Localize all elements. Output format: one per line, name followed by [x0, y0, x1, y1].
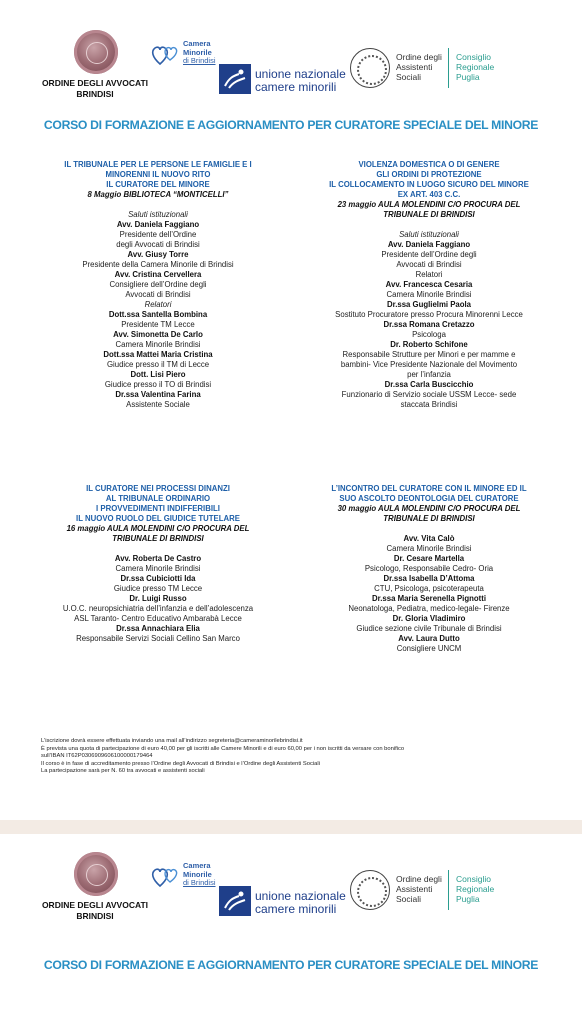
assistenti-sociali-logo-icon: [350, 870, 390, 910]
course-title: CORSO DI FORMAZIONE E AGGIORNAMENTO PER CURATORE SPECIALE DEL MINORE: [43, 958, 539, 972]
ordine-avvocati-seal-icon: [74, 30, 118, 74]
ordine-avvocati-logo-text: [30, 900, 160, 922]
logo-line: camere minorili: [255, 80, 337, 94]
speaker-name: Dr.ssa Carla Buscicchio: [384, 380, 474, 389]
speaker-name: Dr. Luigi Russo: [129, 594, 187, 603]
unione-nazionale-logo-icon: [219, 886, 251, 916]
speaker-name: Avv. Francesca Cesaria: [385, 280, 473, 289]
session-title-line: EX ART. 403 C.C.: [397, 190, 461, 199]
speaker-name: Dr.ssa Maria Serenella Pignotti: [372, 594, 486, 603]
session-date-venue: TRIBUNALE DI BRINDISI: [383, 210, 475, 219]
speaker-name: Avv. Cristina Cervellera: [114, 270, 202, 279]
logo-line: Puglia: [456, 72, 480, 82]
speaker-name: Dr.ssa Isabella D’Attoma: [383, 574, 475, 583]
speaker-role: Presidente TM Lecce: [121, 320, 195, 329]
speaker-role: Camera Minorile Brindisi: [115, 340, 201, 349]
session-title-line: AL TRIBUNALE ORDINARIO: [105, 494, 211, 503]
logo-line: Minorile: [183, 869, 212, 879]
registration-info: [41, 738, 561, 776]
session-title-line: L’INCONTRO DEL CURATORE CON IL MINORE ED IL: [331, 484, 527, 493]
session-title-line: IL TRIBUNALE PER LE PERSONE LE FAMIGLIE E I: [64, 160, 252, 169]
speaker-name: Dr. Gloria Vladimiro: [392, 614, 466, 623]
logo-header: [0, 822, 582, 932]
speaker-name: Dr.ssa Annachiara Elia: [116, 624, 200, 633]
spacer: [306, 220, 552, 230]
session-title-line: VIOLENZA DOMESTICA O DI GENERE: [358, 160, 500, 169]
speaker-name: Dott.ssa Santella Bombina: [108, 310, 208, 319]
assistenti-sociali-logo-text: [396, 874, 442, 904]
speaker-role: Psicologo, Responsabile Cedro- Oria: [364, 564, 494, 573]
ordine-avvocati-seal-icon: [74, 852, 118, 896]
logo-line: BRINDISI: [76, 89, 114, 99]
spacer: [304, 524, 554, 534]
logo-line: unione nazionale: [255, 889, 346, 903]
speaker-role: Responsabile Servizi Sociali Cellino San Marco: [76, 634, 240, 643]
logo-divider: [448, 870, 449, 910]
speaker-name: Dr.ssa Cubiciotti Ida: [120, 574, 196, 583]
session-title-line: I PROVVEDIMENTI INDIFFERIBILI: [96, 504, 220, 513]
speaker-role: Sostituto Procuratore presso Procura Minorenni Lecce: [335, 310, 523, 319]
logo-line: di Brindisi: [183, 878, 216, 887]
session-date-venue: 23 maggio AULA MOLENDINI C/O PROCURA DEL: [337, 200, 521, 209]
session-date-venue: 16 maggio AULA MOLENDINI C/O PROCURA DEL: [66, 524, 250, 533]
logo-line: Assistenti: [396, 62, 433, 72]
speaker-name: Avv. Simonetta De Carlo: [113, 330, 203, 339]
session-title-line: IL COLLOCAMENTO IN LUOGO SICURO DEL MINORE: [329, 180, 529, 189]
speaker-name: Avv. Daniela Faggiano: [387, 240, 471, 249]
speaker-role: Giudice sezione civile Tribunale di Brindisi: [356, 624, 502, 633]
speaker-name: Dr. Roberto Schifone: [390, 340, 468, 349]
section-label: Saluti istituzionali: [399, 230, 459, 239]
logo-line: camere minorili: [255, 902, 337, 916]
session-date-venue: TRIBUNALE DI BRINDISI: [112, 534, 204, 543]
speaker-name: Avv. Roberta De Castro: [114, 554, 202, 563]
speaker-role: Presidente della Camera Minorile di Brindisi: [82, 260, 234, 269]
unione-nazionale-logo-text: [255, 890, 346, 916]
logo-line: Assistenti: [396, 884, 433, 894]
speaker-role: Neonatologa, Pediatra, medico-legale- Firenze: [348, 604, 510, 613]
session-title-line: GLI ORDINI DI PROTEZIONE: [376, 170, 482, 179]
session-block: [40, 160, 276, 410]
speaker-role: ASL Taranto- Centro Educativo Ambarabà Lecce: [74, 614, 242, 623]
speaker-name: Avv. Laura Dutto: [398, 634, 460, 643]
info-line: sull’IBAN IT62P0306909606100000179464: [41, 753, 153, 760]
speaker-role: Relatori: [415, 270, 443, 279]
speaker-role: Camera Minorile Brindisi: [386, 290, 472, 299]
camera-minorile-hearts-icon: [150, 862, 182, 890]
ordine-avvocati-logo-text: [30, 78, 160, 100]
session-title-line: IL NUOVO RUOLO DEL GIUDICE TUTELARE: [76, 514, 240, 523]
speaker-role: Consigliere dell’Ordine degli: [109, 280, 207, 289]
unione-nazionale-logo-text: [255, 68, 346, 94]
logo-line: di Brindisi: [183, 56, 216, 65]
session-title-line: SUO ASCOLTO DEONTOLOGIA DEL CURATORE: [339, 494, 519, 503]
logo-line: Ordine degli: [396, 874, 442, 884]
session-date-venue: TRIBUNALE DI BRINDISI: [383, 514, 475, 523]
logo-divider: [448, 48, 449, 88]
camera-minorile-hearts-icon: [150, 40, 182, 68]
section-label: Saluti istituzionali: [128, 210, 188, 219]
course-title: CORSO DI FORMAZIONE E AGGIORNAMENTO PER CURATORE SPECIALE DEL MINORE: [43, 118, 539, 132]
unione-nazionale-logo-icon: [219, 64, 251, 94]
speaker-name: Dr.ssa Romana Cretazzo: [383, 320, 475, 329]
assistenti-sociali-logo-text: [396, 52, 442, 82]
speaker-role: bambini- Vice Presidente Nazionale del Movimento: [340, 360, 518, 369]
consiglio-regionale-logo-text: [456, 874, 494, 904]
speaker-role: Funzionario di Servizio sociale USSM Lecce- sede: [341, 390, 517, 399]
speaker-name: Avv. Giusy Torre: [127, 250, 189, 259]
section-label: Relatori: [144, 300, 172, 309]
logo-header: [0, 0, 582, 110]
info-line: Il corso è in fase di accreditamento presso l’Ordine degli Avvocati di Brindisi e l’Ordine degli Assistenti Sociali: [41, 760, 320, 767]
session-title-line: MINORENNI IL NUOVO RITO: [105, 170, 211, 179]
speaker-name: Dr.ssa Valentina Farina: [115, 390, 201, 399]
speaker-role: Camera Minorile Brindisi: [386, 544, 472, 553]
logo-line: ORDINE DEGLI AVVOCATI: [41, 900, 149, 910]
speaker-name: Dr. Cesare Martella: [393, 554, 465, 563]
speaker-role: Giudice presso TM Lecce: [113, 584, 203, 593]
speaker-role: Avvocati di Brindisi: [396, 260, 462, 269]
logo-line: Consiglio: [456, 52, 491, 62]
logo-line: Sociali: [396, 894, 422, 904]
session-date-venue: 30 maggio AULA MOLENDINI C/O PROCURA DEL: [337, 504, 521, 513]
speaker-role: Giudice presso il TM di Lecce: [106, 360, 210, 369]
info-line: È prevista una quota di partecipazione di euro 40,00 per gli iscritti alle Camere Minorili e di euro 60,00 per i non iscritti da versare con bonifico: [41, 745, 405, 752]
consiglio-regionale-logo-text: [456, 52, 494, 82]
speaker-role: U.O.C. neuropsichiatria dell’infanzia e dell’adolescenza: [62, 604, 254, 613]
speaker-role: Presidente dell’Ordine degli: [381, 250, 477, 259]
speaker-role: degli Avvocati di Brindisi: [116, 240, 200, 249]
speaker-role: Giudice presso il TO di Brindisi: [104, 380, 212, 389]
logo-line: Minorile: [183, 47, 212, 57]
spacer: [40, 200, 276, 210]
logo-line: BRINDISI: [76, 911, 114, 921]
flyer-page-next: [0, 834, 582, 1024]
logo-line: Camera: [183, 39, 211, 48]
session-block: [306, 160, 552, 410]
logo-line: Consiglio: [456, 874, 491, 884]
speaker-role: per l’infanzia: [407, 370, 451, 379]
speaker-name: Dr.ssa Guglielmi Paola: [386, 300, 472, 309]
logo-line: unione nazionale: [255, 67, 346, 81]
speaker-role: Presidente dell’Ordine: [119, 230, 197, 239]
speaker-role: Avvocati di Brindisi: [125, 290, 191, 299]
speaker-role: Camera Minorile Brindisi: [115, 564, 201, 573]
info-line: L’iscrizione dovrà essere effettuata inviando una mail all’indirizzo segreteria@cameraminorilebrindisi.it: [41, 738, 303, 744]
session-title-line: IL CURATORE NEI PROCESSI DINANZI: [86, 484, 230, 493]
logo-line: Regionale: [456, 62, 495, 72]
session-date-venue: 8 Maggio BIBLIOTECA “MONTICELLI”: [87, 190, 229, 199]
camera-minorile-logo-text: [183, 862, 216, 888]
session-block: [30, 484, 286, 644]
speaker-role: Psicologa: [412, 330, 446, 339]
session-title-line: IL CURATORE DEL MINORE: [106, 180, 210, 189]
spacer: [30, 544, 286, 554]
assistenti-sociali-logo-icon: [350, 48, 390, 88]
logo-line: Camera: [183, 861, 211, 870]
speaker-name: Avv. Vita Calò: [403, 534, 455, 543]
speaker-role: staccata Brindisi: [400, 400, 458, 409]
logo-line: Ordine degli: [396, 52, 442, 62]
speaker-name: Avv. Daniela Faggiano: [116, 220, 200, 229]
camera-minorile-logo-text: [183, 40, 216, 66]
logo-line: ORDINE DEGLI AVVOCATI: [41, 78, 149, 88]
info-line: La partecipazione sarà per N. 60 tra avvocati e assistenti sociali: [41, 768, 205, 775]
logo-line: Sociali: [396, 72, 422, 82]
speaker-name: Dott. Lisi Piero: [130, 370, 186, 379]
logo-line: Regionale: [456, 884, 495, 894]
logo-line: Puglia: [456, 894, 480, 904]
speaker-name: Dott.ssa Mattei Maria Cristina: [103, 350, 213, 359]
speaker-role: Assistente Sociale: [126, 400, 190, 409]
speaker-role: Consigliere UNCM: [396, 644, 462, 653]
speaker-role: CTU, Psicologa, psicoterapeuta: [374, 584, 484, 593]
session-block: [304, 484, 554, 654]
speaker-role: Responsabile Strutture per Minori e per mamme e: [342, 350, 516, 359]
